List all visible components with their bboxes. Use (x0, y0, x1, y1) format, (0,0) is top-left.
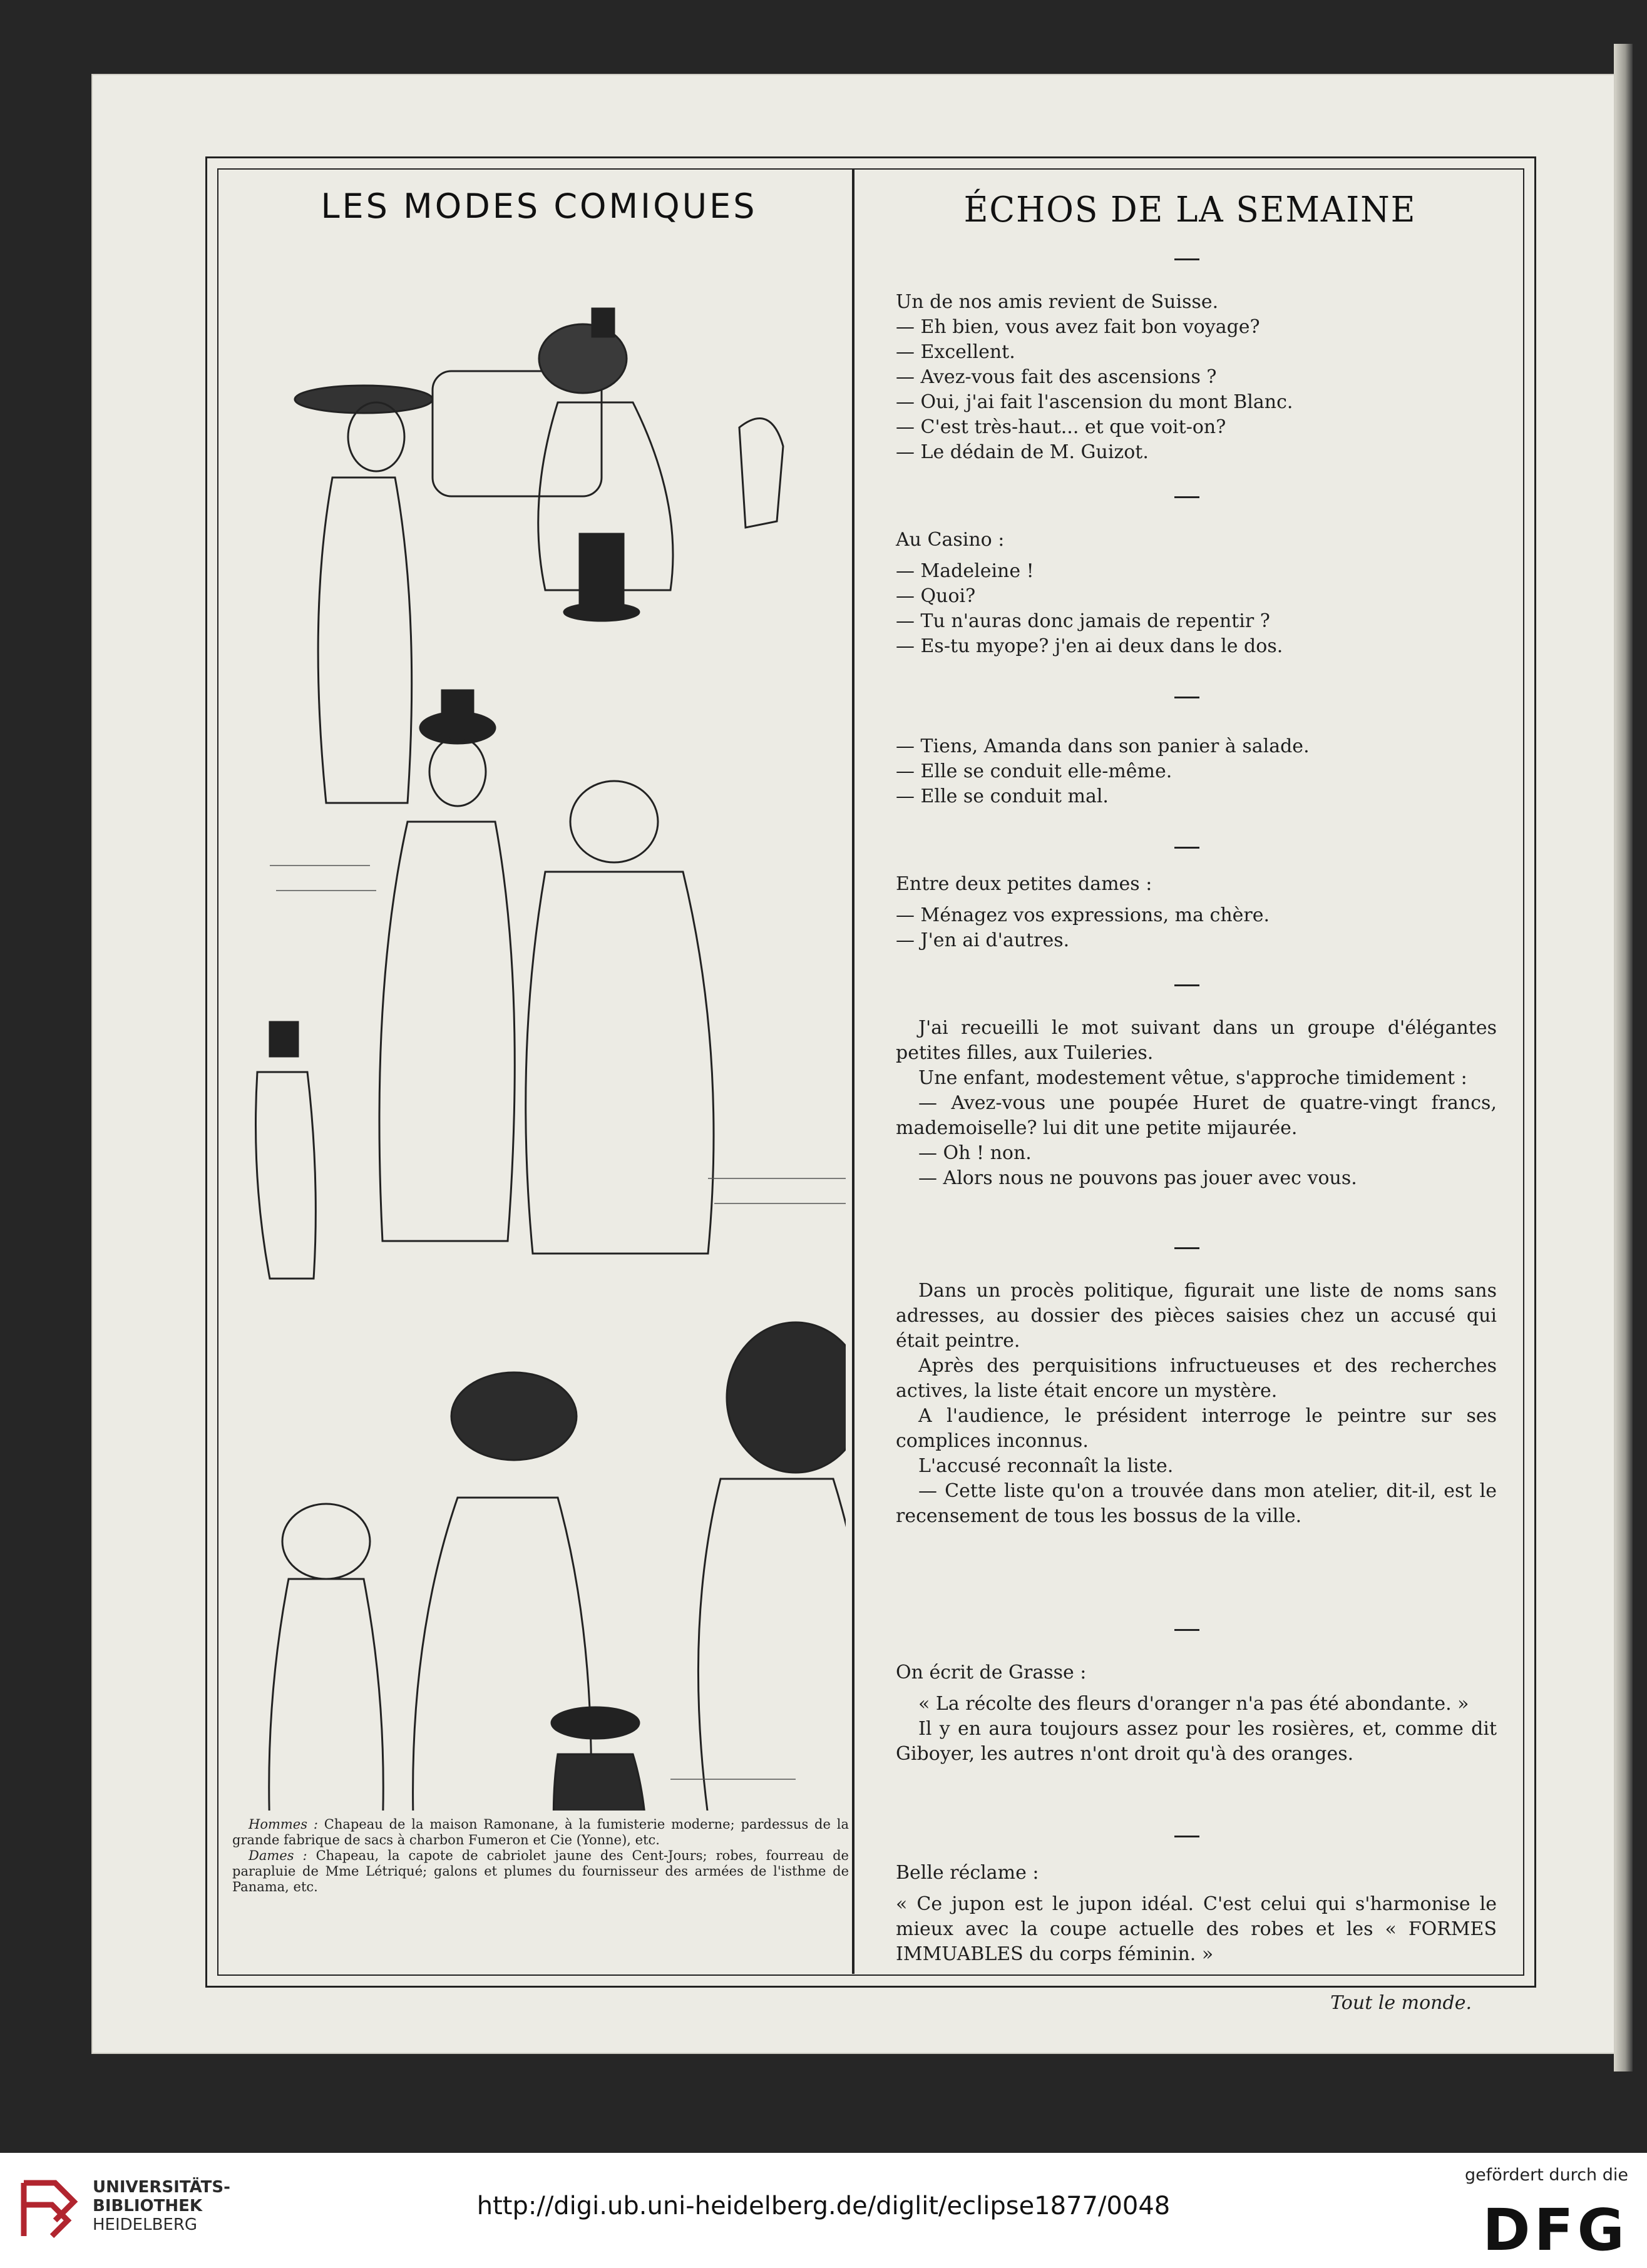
text-line: Belle réclame : (896, 1862, 1039, 1884)
echo-section-8 (896, 1861, 1497, 1967)
echo-section-4 (896, 872, 1497, 953)
institution-line: BIBLIOTHEK (93, 2197, 203, 2215)
illustration-caption (232, 1817, 849, 1895)
text-line: — Alors nous ne pouvons pas jouer avec vous. (918, 1167, 1357, 1189)
text-line: — Tu n'auras donc jamais de repentir ? (896, 610, 1270, 632)
signature: Tout le monde. (1330, 1992, 1472, 2014)
text-line: — Excellent. (896, 341, 1015, 363)
text-line: — Avez-vous fait des ascensions ? (896, 366, 1217, 388)
caption-men (232, 1817, 849, 1848)
newspaper-page (93, 75, 1614, 2053)
section-dash (1174, 496, 1199, 498)
echo-section-3 (896, 734, 1497, 809)
page-border (205, 156, 1536, 2014)
section-dash (1174, 984, 1199, 986)
section-dash (1174, 847, 1199, 849)
left-column-title: LES MODES COMIQUES (321, 186, 757, 226)
right-column-title: ÉCHOS DE LA SEMAINE (963, 190, 1417, 230)
text-line: — Oui, j'ai fait l'ascension du mont Blanc. (896, 391, 1293, 413)
caption-women-text: Chapeau, la capote de cabriolet jaune des Cent-Jours; robes, fourreau de parapluie de Mme Létriqué; galons et plumes du fournisseur des armées de l'isthme de Panama, etc. (232, 1848, 849, 1894)
text-line: Dans un procès politique, figurait une liste de noms sans adresses, au dossier des pièces saisies chez un accusé qui était peintre. (896, 1280, 1497, 1352)
text-line: — Tiens, Amanda dans son panier à salade. (896, 735, 1310, 757)
section-dash (1174, 258, 1199, 260)
funder-text: gefördert durch die (1465, 2165, 1628, 2185)
text-line: — C'est très-haut... et que voit-on? (896, 416, 1226, 438)
text-line: — J'en ai d'autres. (896, 929, 1070, 951)
text-line: — Le dédain de M. Guizot. (896, 441, 1149, 463)
text-line: — Eh bien, vous avez fait bon voyage? (896, 316, 1260, 338)
text-line: — Avez-vous une poupée Huret de quatre-vingt francs, mademoiselle? lui dit une petite mijaurée. (896, 1092, 1497, 1139)
column-divider (852, 168, 854, 1974)
caption-women-label: Dames : (249, 1848, 307, 1863)
text-line: L'accusé reconnaît la liste. (918, 1455, 1174, 1477)
echo-section-2 (896, 528, 1497, 659)
text-line: — Cette liste qu'on a trouvée dans mon atelier, dit-il, est le recensement de tous les bossus de la ville. (896, 1480, 1497, 1527)
text-line: Un de nos amis revient de Suisse. (896, 291, 1219, 313)
echo-section-7 (896, 1660, 1497, 1767)
text-line: Une enfant, modestement vêtue, s'approche timidement : (918, 1067, 1467, 1089)
text-line: Après des perquisitions infructueuses et des recherches actives, la liste était encore un mystère. (896, 1355, 1497, 1402)
institution-line: UNIVERSITÄTS- (93, 2178, 230, 2197)
text-line: « La récolte des fleurs d'oranger n'a pas été abondante. » (918, 1693, 1469, 1715)
text-line: J'ai recueilli le mot suivant dans un groupe d'élégantes petites filles, aux Tuileries. (896, 1017, 1497, 1064)
text-line: — Elle se conduit mal. (896, 785, 1109, 807)
caption-men-label: Hommes : (249, 1817, 318, 1832)
viewer-footer (0, 2153, 1647, 2268)
text-line: Au Casino : (896, 529, 1005, 551)
caption-women (232, 1848, 849, 1895)
section-dash (1174, 1836, 1199, 1837)
section-dash (1174, 1247, 1199, 1249)
echo-section-1 (896, 290, 1497, 465)
text-line: — Es-tu myope? j'en ai deux dans le dos. (896, 635, 1283, 657)
institution-line: HEIDELBERG (93, 2215, 198, 2234)
echo-section-6 (896, 1279, 1497, 1529)
text-line: — Ménagez vos expressions, ma chère. (896, 904, 1270, 926)
text-line: On écrit de Grasse : (896, 1662, 1087, 1683)
dfg-logo: DFG (1482, 2197, 1628, 2264)
text-line: — Oh ! non. (918, 1142, 1032, 1164)
text-line: Il y en aura toujours assez pour les rosières, et, comme dit Giboyer, les autres n'ont droit qu'à des oranges. (896, 1718, 1497, 1765)
section-dash (1174, 1629, 1199, 1631)
caption-men-text: Chapeau de la maison Ramonane, à la fumisterie moderne; pardessus de la grande fabrique de sacs à charbon Fumeron et Cie (Yonne), etc. (232, 1817, 849, 1847)
fashion-caricature-illustration (232, 240, 846, 1811)
text-line: — Madeleine ! (896, 560, 1034, 582)
text-line: — Quoi? (896, 585, 976, 607)
page-edge (1614, 44, 1633, 2071)
text-line: — Elle se conduit elle-même. (896, 760, 1172, 782)
echo-section-5 (896, 1016, 1497, 1191)
text-line: « Ce jupon est le jupon idéal. C'est celui qui s'harmonise le mieux avec la coupe actuelle des robes et les « FORMES IMMUABLES du corps féminin. » (896, 1893, 1497, 1965)
permalink-url[interactable]: http://digi.ub.uni-heidelberg.de/diglit/eclipse1877/0048 (476, 2192, 1171, 2220)
section-dash (1174, 697, 1199, 698)
text-line: A l'audience, le président interroge le peintre sur ses complices inconnus. (896, 1405, 1497, 1452)
text-line: Entre deux petites dames : (896, 873, 1152, 895)
